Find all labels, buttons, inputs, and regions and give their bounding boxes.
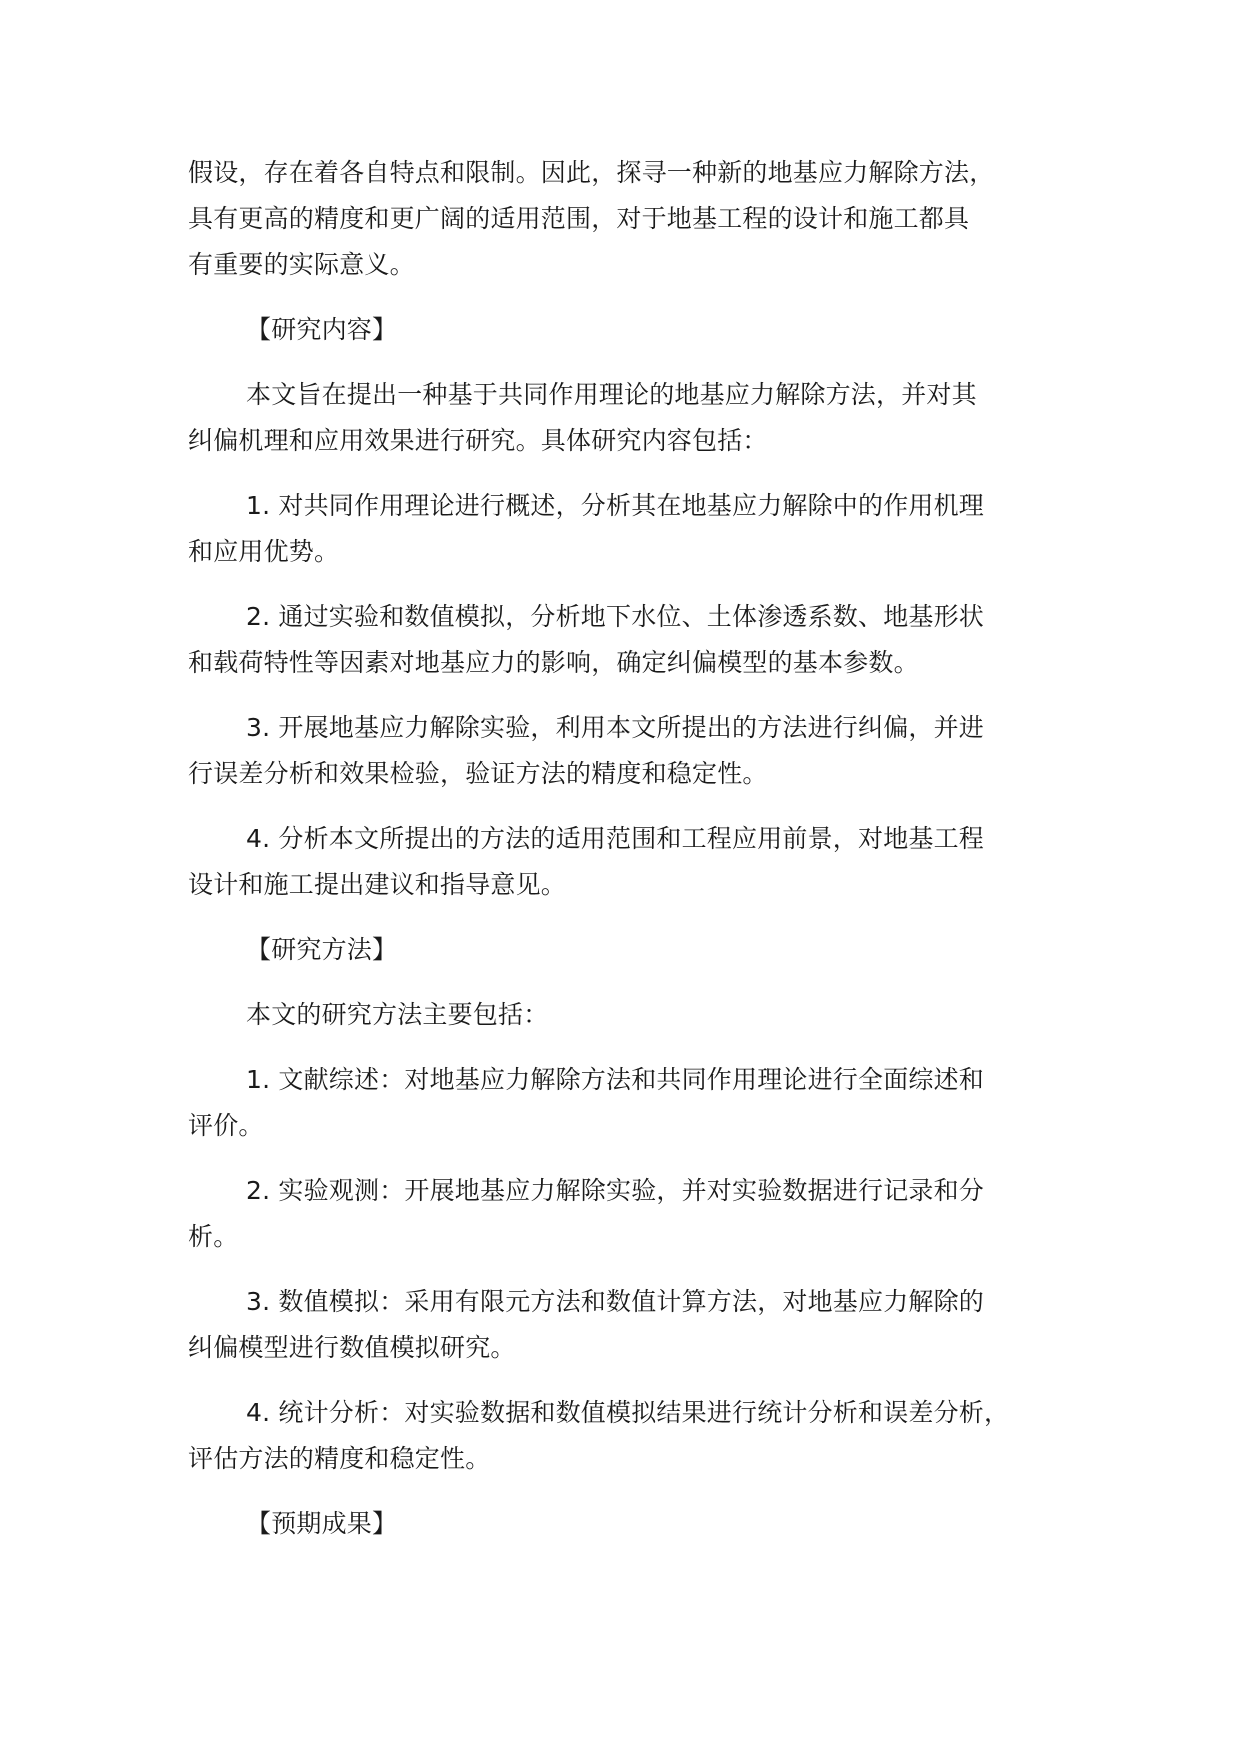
text-line: 和应用优势。 bbox=[188, 537, 340, 566]
text-line: 3. 数值模拟：采用有限元方法和数值计算方法，对地基应力解除的 bbox=[246, 1287, 985, 1316]
text-line: 假设，存在着各自特点和限制。因此，探寻一种新的地基应力解除方法， bbox=[188, 158, 995, 187]
text-line: 【研究方法】 bbox=[246, 935, 398, 964]
text-line: 本文的研究方法主要包括： bbox=[246, 1000, 549, 1029]
text-line: 2. 实验观测：开展地基应力解除实验，并对实验数据进行记录和分 bbox=[246, 1176, 985, 1205]
text-line: 4. 分析本文所提出的方法的适用范围和工程应用前景，对地基工程 bbox=[246, 824, 985, 853]
section-heading bbox=[188, 927, 1088, 973]
list-item bbox=[188, 705, 1088, 797]
text-line: 【预期成果】 bbox=[246, 1509, 398, 1538]
body-paragraph bbox=[188, 150, 1088, 288]
text-line: 2. 通过实验和数值模拟，分析地下水位、土体渗透系数、地基形状 bbox=[246, 602, 985, 631]
text-line: 析。 bbox=[188, 1222, 239, 1251]
section-heading bbox=[188, 307, 1088, 353]
list-item bbox=[188, 594, 1088, 686]
document-body bbox=[188, 150, 1088, 1547]
body-paragraph bbox=[188, 372, 1088, 464]
text-line: 具有更高的精度和更广阔的适用范围，对于地基工程的设计和施工都具 bbox=[188, 204, 970, 233]
list-item bbox=[188, 1390, 1088, 1482]
list-item bbox=[188, 483, 1088, 575]
text-line: 纠偏模型进行数值模拟研究。 bbox=[188, 1333, 516, 1362]
text-line: 行误差分析和效果检验，验证方法的精度和稳定性。 bbox=[188, 759, 768, 788]
text-line: 评估方法的精度和稳定性。 bbox=[188, 1444, 491, 1473]
text-line: 设计和施工提出建议和指导意见。 bbox=[188, 870, 567, 899]
body-paragraph bbox=[188, 992, 1088, 1038]
text-line: 1. 对共同作用理论进行概述，分析其在地基应力解除中的作用机理 bbox=[246, 491, 985, 520]
text-line: 4. 统计分析：对实验数据和数值模拟结果进行统计分析和误差分析， bbox=[246, 1398, 1010, 1427]
text-line: 评价。 bbox=[188, 1111, 264, 1140]
text-line: 本文旨在提出一种基于共同作用理论的地基应力解除方法，并对其 bbox=[246, 380, 977, 409]
text-line: 3. 开展地基应力解除实验，利用本文所提出的方法进行纠偏，并进 bbox=[246, 713, 985, 742]
text-line: 1. 文献综述：对地基应力解除方法和共同作用理论进行全面综述和 bbox=[246, 1065, 985, 1094]
list-item bbox=[188, 1057, 1088, 1149]
list-item bbox=[188, 1279, 1088, 1371]
list-item bbox=[188, 1168, 1088, 1260]
text-line: 纠偏机理和应用效果进行研究。具体研究内容包括： bbox=[188, 426, 768, 455]
section-heading bbox=[188, 1501, 1088, 1547]
text-line: 【研究内容】 bbox=[246, 315, 398, 344]
list-item bbox=[188, 816, 1088, 908]
text-line: 有重要的实际意义。 bbox=[188, 250, 415, 279]
text-line: 和载荷特性等因素对地基应力的影响，确定纠偏模型的基本参数。 bbox=[188, 648, 919, 677]
